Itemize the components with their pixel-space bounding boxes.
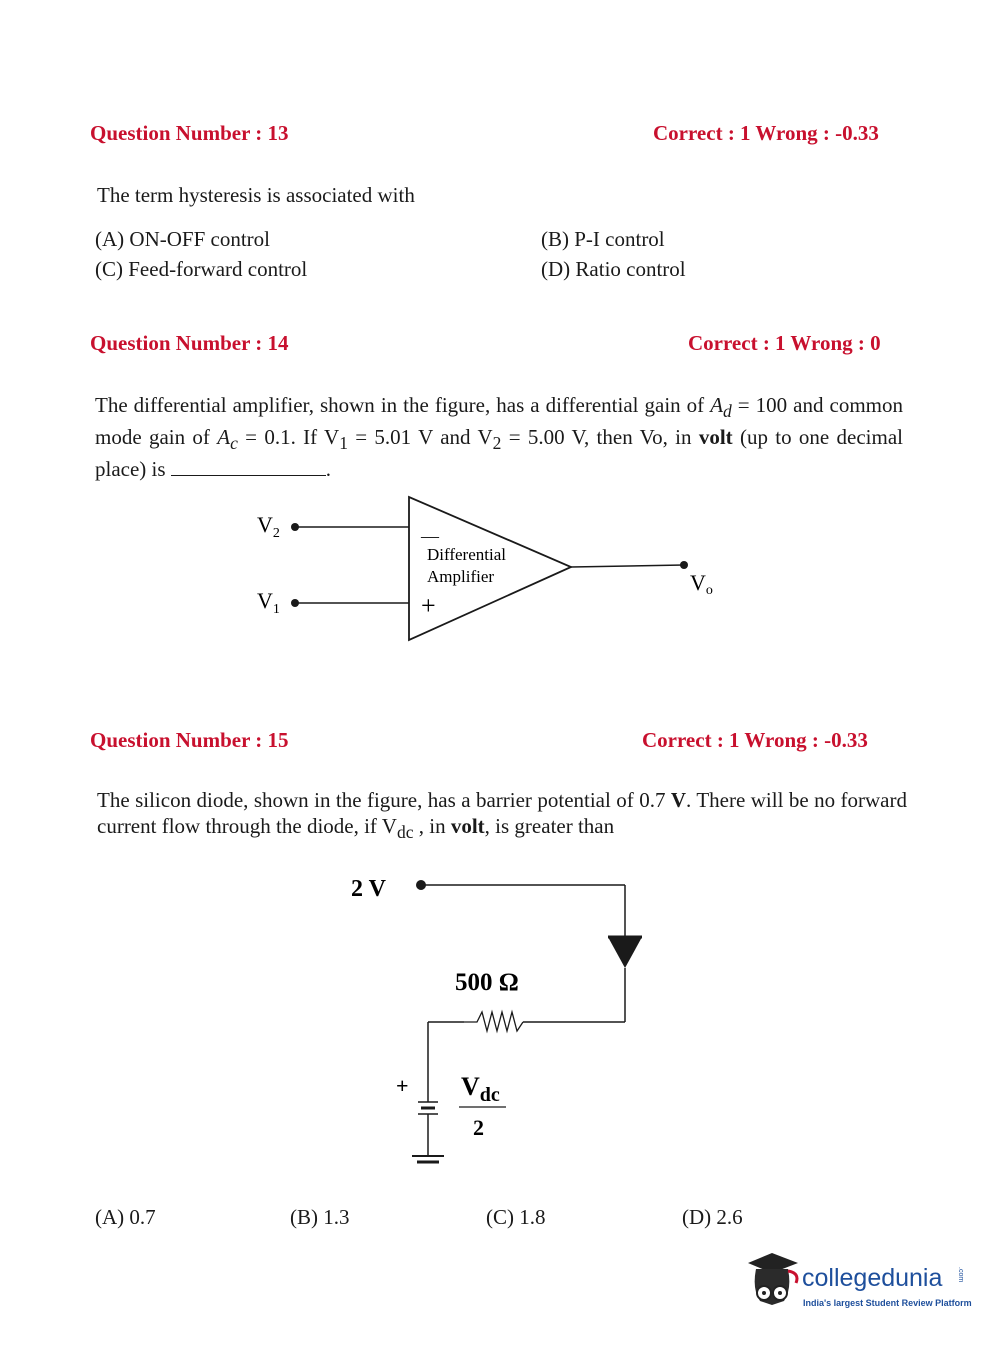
q13-option-b: (B) P-I control [541,227,665,251]
q15-option-d: (D) 2.6 [682,1205,743,1229]
v1-label: $V_1$ [257,588,280,617]
q15-option-a: (A) 0.7 [95,1205,156,1229]
q14-marks: Correct : 1 Wrong : 0 [688,331,881,355]
q13-text: The term hysteresis is associated with [97,183,415,207]
resistor-label: 500 Ω [455,969,519,996]
differential-amplifier-diagram [240,490,720,650]
v2-label: $V_2$ [257,512,280,541]
amp-label-line1: Differential [427,545,506,564]
brand-com: .com [957,1267,964,1283]
q13-option-a: (A) ON-OFF control [95,227,270,251]
vdc-numerator: $V_{dc}$ [461,1072,500,1106]
collegedunia-mascot-icon [742,1249,802,1309]
non-inverting-sign: + [421,591,436,620]
source-label: 2 V [351,876,386,902]
output-wire [571,565,684,567]
q13-marks: Correct : 1 Wrong : -0.33 [653,121,879,145]
battery-plus-sign: + [396,1073,409,1098]
q14-header: Question Number : 14 [90,331,289,355]
q13-option-c: (C) Feed-forward control [95,257,308,281]
q15-text: The silicon diode, shown in the figure, has a barrier potential of 0.7 V. There will be no forward current flow through the diode, if $V_{dc}$ , in volt, is greater than [97,788,907,843]
output-terminal [680,561,688,569]
q13-header: Question Number : 13 [90,121,289,145]
q15-option-c: (C) 1.8 [486,1205,546,1229]
vdc-denominator: 2 [473,1115,484,1140]
diode-icon [608,937,642,968]
vo-label: Vo [690,570,713,598]
answer-blank [171,457,326,476]
q13-option-d: (D) Ratio control [541,257,686,281]
q15-option-b: (B) 1.3 [290,1205,350,1229]
q14-text: The differential amplifier, shown in the figure, has a differential gain of $A_d = 100$ and common mode gain of $A_c = 0.1$. If $V_1 = 5.01$ V and $V_2 = 5.00$ V, then Vo, in volt (up to one decimal place) is . [95,393,903,482]
q15-marks: Correct : 1 Wrong : -0.33 [642,728,868,752]
resistor-icon [464,1012,523,1031]
brand-name: collegedunia [802,1264,943,1292]
inverting-sign: — [421,526,439,546]
diode-circuit-diagram [340,865,660,1180]
amp-label-line2: Amplifier [427,567,495,586]
q15-header: Question Number : 15 [90,728,289,752]
brand-tagline: India's largest Student Review Platform [803,1298,972,1308]
